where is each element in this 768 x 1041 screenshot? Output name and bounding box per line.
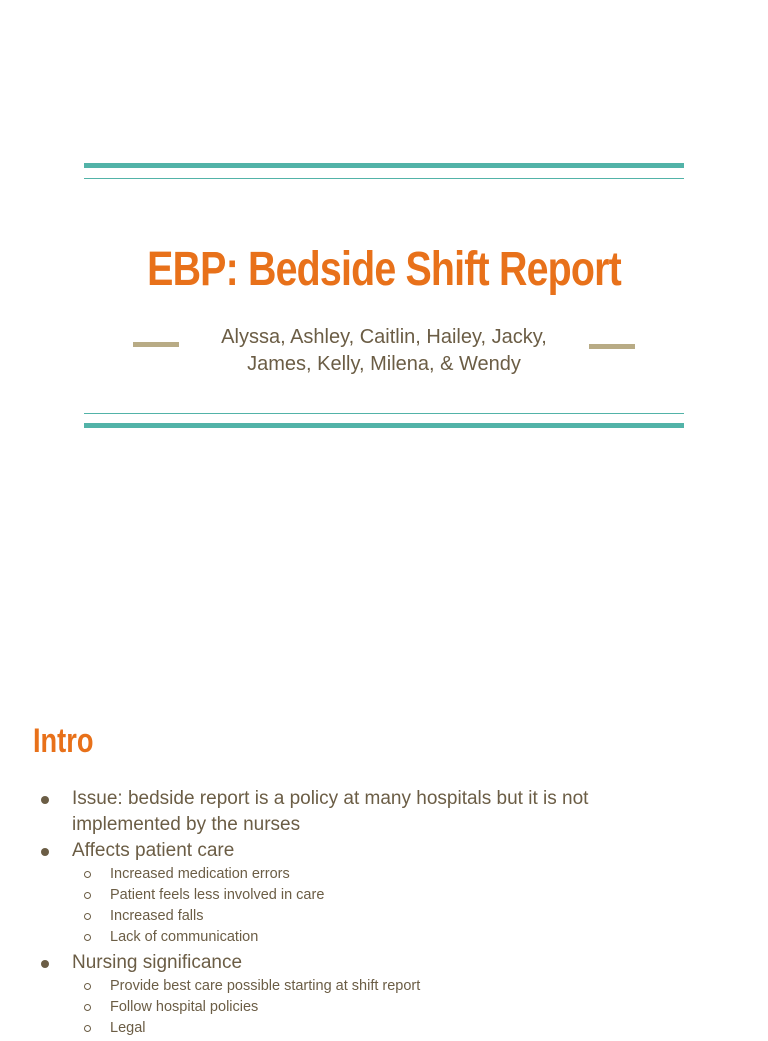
top-thin-rule	[84, 178, 684, 179]
bullet-text: Issue: bedside report is a policy at many hospitals but it is not implemented by the nurses	[72, 788, 589, 835]
right-dash-decoration	[589, 344, 635, 349]
sub-bullet-item	[72, 864, 674, 885]
authors-subtitle	[184, 324, 584, 378]
bullet-text: Nursing significance	[72, 952, 243, 973]
bullet-item	[34, 838, 674, 950]
sub-bullet-list	[72, 976, 674, 1041]
hollow-circle-bullet-icon	[84, 983, 91, 990]
sub-bullet-text: Patient feels less involved in care	[110, 887, 325, 903]
sub-bullet-text: Increased falls	[110, 908, 204, 924]
bottom-thin-rule	[84, 413, 684, 414]
bottom-thick-rule	[84, 423, 684, 428]
left-dash-decoration	[133, 342, 179, 347]
authors-line-1: Alyssa, Ashley, Caitlin, Hailey, Jacky,	[221, 326, 547, 348]
hollow-circle-bullet-icon	[84, 1004, 91, 1011]
sub-bullet-item	[72, 997, 674, 1018]
bullet-item	[34, 786, 674, 838]
bullet-text: Affects patient care	[72, 840, 235, 861]
intro-heading: Intro	[33, 722, 94, 760]
sub-bullet-text: Increased medication errors	[110, 866, 290, 882]
bullet-dot-icon	[41, 960, 49, 968]
hollow-circle-bullet-icon	[84, 913, 91, 920]
sub-bullet-item	[72, 976, 674, 997]
hollow-circle-bullet-icon	[84, 934, 91, 941]
sub-bullet-item	[72, 906, 674, 927]
sub-bullet-text: Legal	[110, 1020, 146, 1036]
sub-bullet-item	[72, 885, 674, 906]
sub-bullet-text: Follow hospital policies	[110, 999, 259, 1015]
intro-slide	[0, 700, 768, 1036]
sub-bullet-text: Provide best care possible starting at shift report	[110, 978, 421, 994]
intro-bullet-list	[34, 786, 674, 1041]
bullet-item	[34, 950, 674, 1041]
top-thick-rule	[84, 163, 684, 168]
slide-title: EBP: Bedside Shift Report	[147, 243, 621, 296]
hollow-circle-bullet-icon	[84, 1025, 91, 1032]
sub-bullet-list	[72, 864, 674, 950]
authors-line-2: James, Kelly, Milena, & Wendy	[247, 353, 521, 375]
sub-bullet-item	[72, 927, 674, 948]
bullet-dot-icon	[41, 796, 49, 804]
hollow-circle-bullet-icon	[84, 892, 91, 899]
hollow-circle-bullet-icon	[84, 871, 91, 878]
sub-bullet-item	[72, 1018, 674, 1039]
bullet-dot-icon	[41, 848, 49, 856]
sub-bullet-text: Lack of communication	[110, 929, 259, 945]
